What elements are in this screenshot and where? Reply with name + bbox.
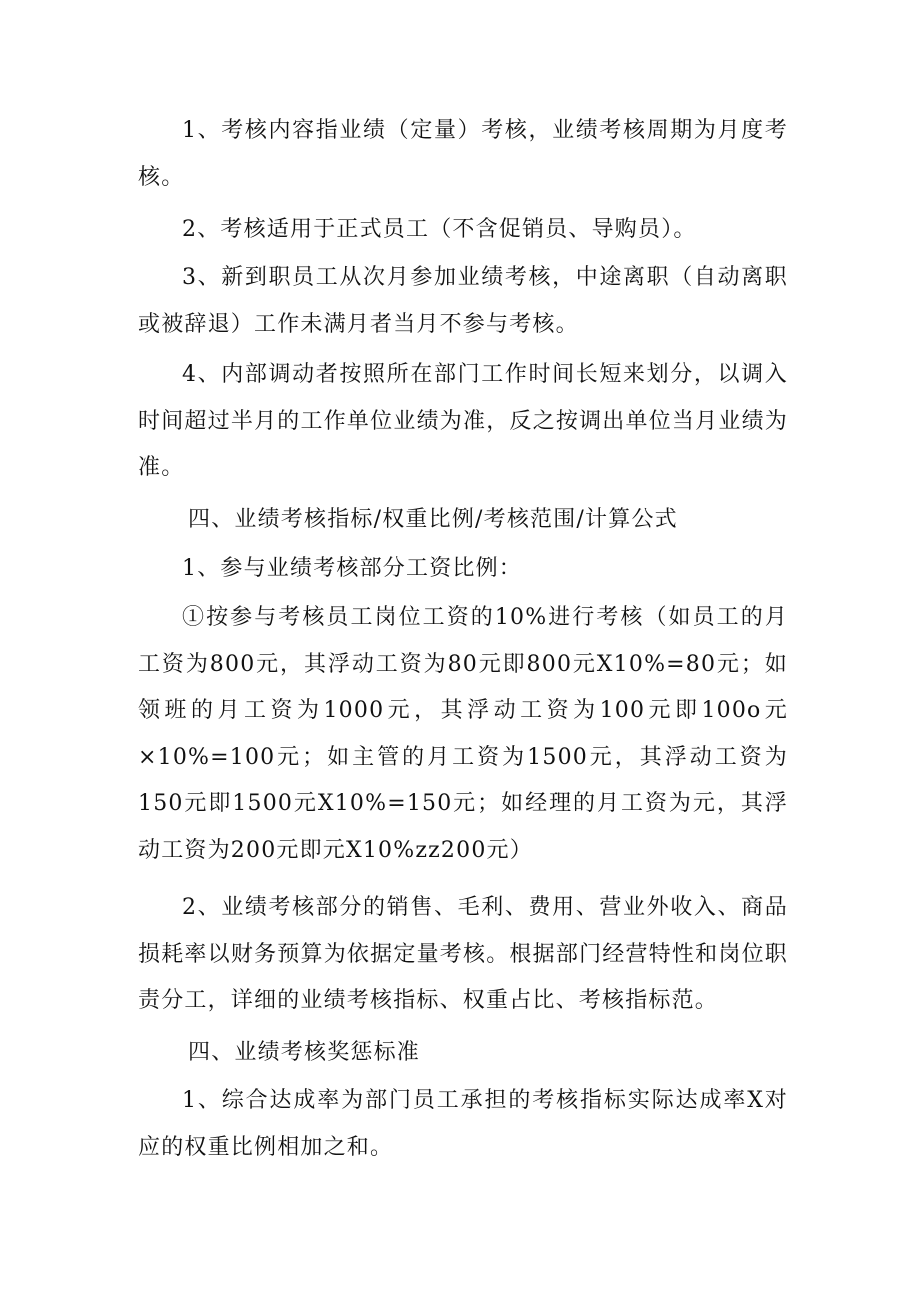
paragraph-internal-transfer: 4、内部调动者按照所在部门工作时间长短来划分，以调入时间超过半月的工作单位业绩为准，反之按调出单位当月业绩为准。 <box>138 362 788 480</box>
paragraph-salary-examples: ①按参与考核员工岗位工资的10%进行考核（如员工的月工资为800元，其浮动工资为80元即800元X10%=80元；如领班的月工资为1000元，其浮动工资为100元即100o元×10%=100元；如主管的月工资为1500元，其浮动工资为150元即1500元X10%=150元；如经理的月工资为元，其浮动工资为200元即元X10%zz200元） <box>138 605 788 863</box>
section-heading-indicators: 四、业绩考核指标/权重比例/考核范围/计算公式 <box>188 507 678 532</box>
paragraph-achievement-rate: 1、综合达成率为部门员工承担的考核指标实际达成率X对应的权重比例相加之和。 <box>138 1088 788 1160</box>
paragraph-new-employees: 3、新到职员工从次月参加业绩考核，中途离职（自动离职或被辞退）工作未满月者当月不参与考核。 <box>138 265 788 337</box>
paragraph-applicable-staff: 2、考核适用于正式员工（不含促销员、导购员）。 <box>182 217 697 242</box>
section-heading-rewards: 四、业绩考核奖惩标准 <box>188 1040 421 1065</box>
paragraph-assessment-content: 1、考核内容指业绩（定量）考核，业绩考核周期为月度考核。 <box>138 118 788 190</box>
paragraph-salary-ratio: 1、参与业绩考核部分工资比例： <box>182 556 522 581</box>
paragraph-quantitative-assessment: 2、业绩考核部分的销售、毛利、费用、营业外收入、商品损耗率以财务预算为依据定量考核。根据部门经营特性和岗位职责分工，详细的业绩考核指标、权重占比、考核指标范。 <box>138 895 788 1013</box>
